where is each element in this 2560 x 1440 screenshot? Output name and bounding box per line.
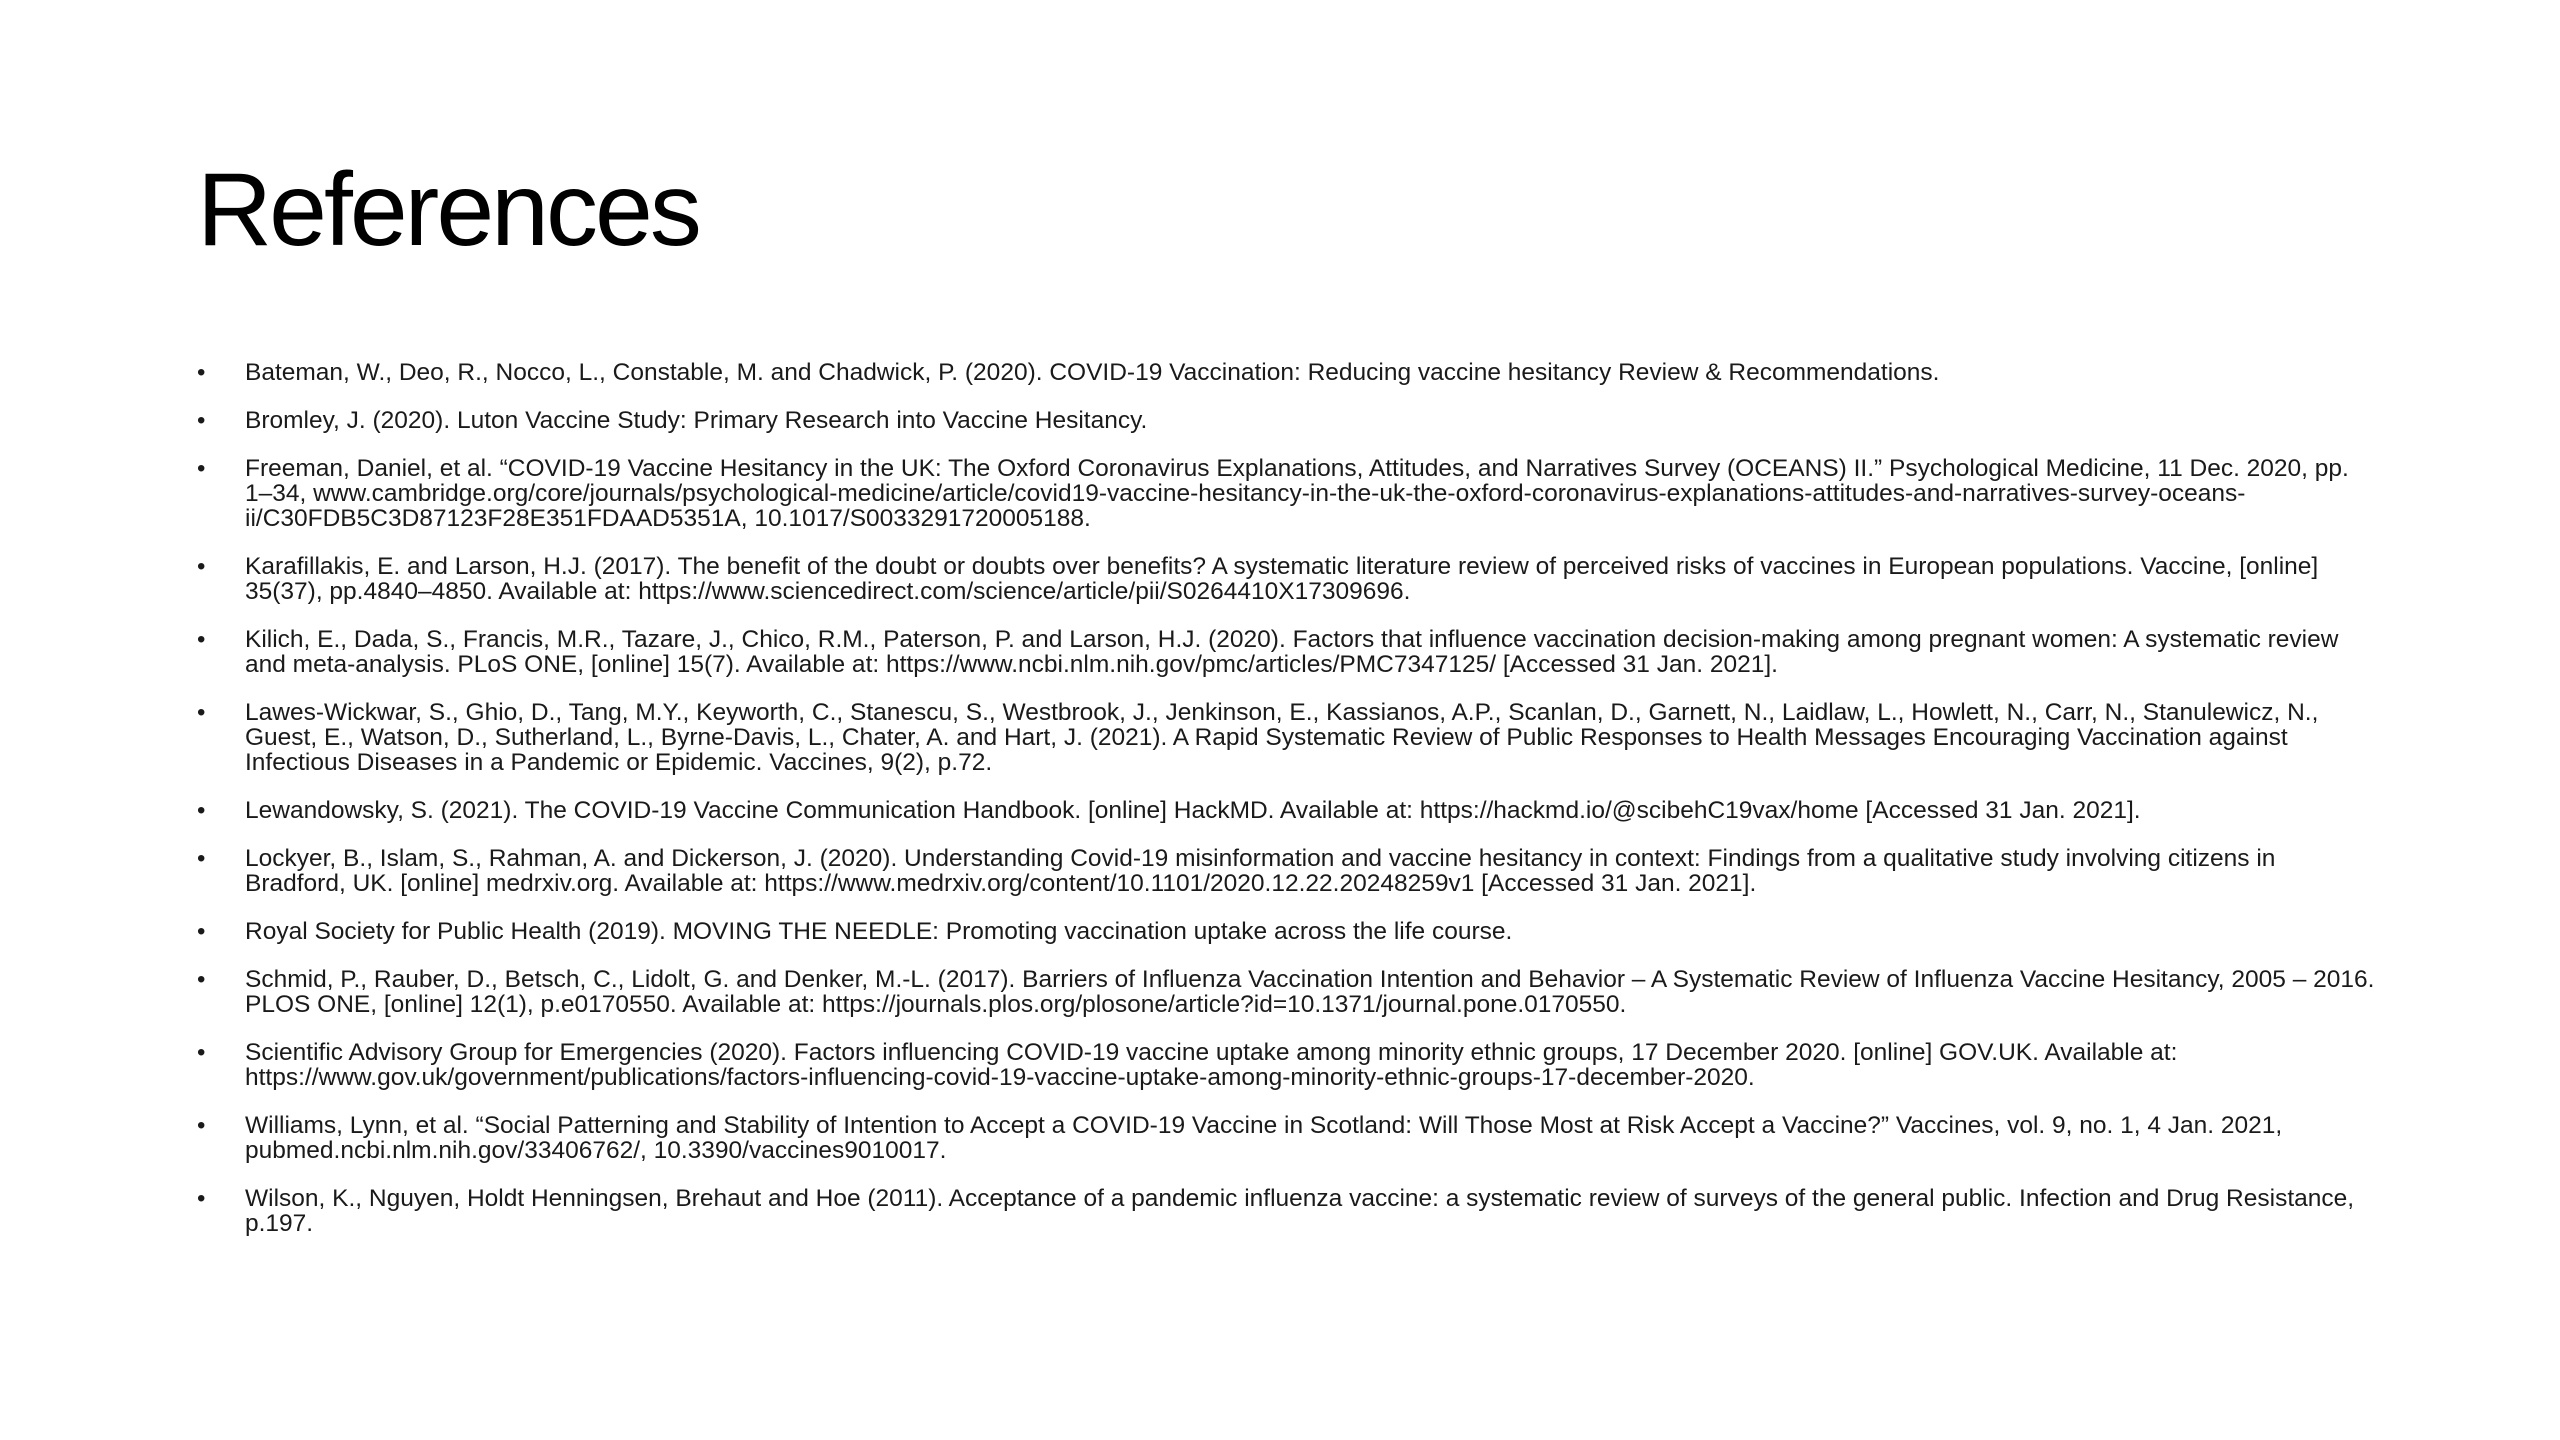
bullet-icon: •	[197, 455, 206, 482]
bullet-icon: •	[197, 1112, 206, 1139]
reference-item	[197, 554, 2377, 604]
bullet-icon: •	[197, 845, 206, 872]
bullet-icon: •	[197, 918, 206, 945]
reference-text: Williams, Lynn, et al. “Social Patterning and Stability of Intention to Accept a COVID-19 Vaccine in Scotland: Will Those Most at Risk Accept a Vaccine?” Vaccines, vol. 9, no. 1, 4 Jan. 2021, pubmed.ncbi.nlm.nih.gov/33406762/, 10.3390/vaccines9010017.	[245, 1112, 2283, 1164]
reference-text: Freeman, Daniel, et al. “COVID-19 Vaccine Hesitancy in the UK: The Oxford Coronavirus Explanations, Attitudes, and Narratives Survey (OCEANS) II.” Psychological Medicine, 11 Dec. 2020, pp. 1–34, www.cambridge.org/core/journals/psychological-medicine/article/covid19-vaccine-hesitancy-in-the-uk-the-oxford-coronavirus-explanations-attitudes-and-narratives-survey-oceans-ii/C30FDB5C3D87123F28E351FDAAD5351A, 10.1017/S0033291720005188.	[245, 455, 2349, 532]
reference-item	[197, 1186, 2377, 1236]
bullet-icon: •	[197, 966, 206, 993]
reference-item	[197, 967, 2377, 1017]
reference-item	[197, 456, 2377, 531]
slide-title: References	[197, 152, 699, 268]
bullet-icon: •	[197, 1039, 206, 1066]
reference-text: Schmid, P., Rauber, D., Betsch, C., Lidolt, G. and Denker, M.-L. (2017). Barriers of Influenza Vaccination Intention and Behavior – A Systematic Review of Influenza Vaccine Hesitancy, 2005 – 2016. PLOS ONE, [online] 12(1), p.e0170550. Available at: https://journals.plos.org/plosone/article?id=10.1371/journal.pone.0170550.	[245, 966, 2375, 1018]
reference-item	[197, 846, 2377, 896]
bullet-icon: •	[197, 699, 206, 726]
reference-item	[197, 919, 2377, 944]
reference-text: Lewandowsky, S. (2021). The COVID-19 Vaccine Communication Handbook. [online] HackMD. Available at: https://hackmd.io/@scibehC19vax/home [Accessed 31 Jan. 2021].	[245, 797, 2141, 824]
reference-text: Lockyer, B., Islam, S., Rahman, A. and Dickerson, J. (2020). Understanding Covid-19 misinformation and vaccine hesitancy in context: Findings from a qualitative study involving citizens in Bradford, UK. [online] medrxiv.org. Available at: https://www.medrxiv.org/content/10.1101/2020.12.22.20248259v1 [Accessed 31 Jan. 2021].	[245, 845, 2276, 897]
reference-text: Royal Society for Public Health (2019). MOVING THE NEEDLE: Promoting vaccination uptake across the life course.	[245, 918, 1513, 945]
reference-list	[197, 360, 2377, 1259]
reference-item	[197, 1040, 2377, 1090]
reference-text: Karafillakis, E. and Larson, H.J. (2017). The benefit of the doubt or doubts over benefits? A systematic literature review of perceived risks of vaccines in European populations. Vaccine, [online] 35(37), pp.4840–4850. Available at: https://www.sciencedirect.com/science/article/pii/S0264410X17309696.	[245, 553, 2319, 605]
bullet-icon: •	[197, 359, 206, 386]
bullet-icon: •	[197, 407, 206, 434]
reference-item	[197, 798, 2377, 823]
bullet-icon: •	[197, 626, 206, 653]
reference-item	[197, 627, 2377, 677]
reference-item	[197, 408, 2377, 433]
reference-item	[197, 360, 2377, 385]
reference-text: Wilson, K., Nguyen, Holdt Henningsen, Brehaut and Hoe (2011). Acceptance of a pandemic influenza vaccine: a systematic review of surveys of the general public. Infection and Drug Resistance, p.197.	[245, 1185, 2355, 1237]
reference-text: Lawes-Wickwar, S., Ghio, D., Tang, M.Y., Keyworth, C., Stanescu, S., Westbrook, J., Jenkinson, E., Kassianos, A.P., Scanlan, D., Garnett, N., Laidlaw, L., Howlett, N., Carr, N., Stanulewicz, N., Guest, E., Watson, D., Sutherland, L., Byrne-Davis, L., Chater, A. and Hart, J. (2021). A Rapid Systematic Review of Public Responses to Health Messages Encouraging Vaccination against Infectious Diseases in a Pandemic or Epidemic. Vaccines, 9(2), p.72.	[245, 699, 2319, 776]
reference-text: Scientific Advisory Group for Emergencies (2020). Factors influencing COVID-19 vaccine uptake among minority ethnic groups, 17 December 2020. [online] GOV.UK. Available at: https://www.gov.uk/government/publications/factors-influencing-covid-19-vaccine-uptake-among-minority-ethnic-groups-17-december-2020.	[245, 1039, 2178, 1091]
reference-text: Bateman, W., Deo, R., Nocco, L., Constable, M. and Chadwick, P. (2020). COVID-19 Vaccination: Reducing vaccine hesitancy Review & Recommendations.	[245, 359, 1940, 386]
bullet-icon: •	[197, 797, 206, 824]
reference-item	[197, 1113, 2377, 1163]
reference-text: Bromley, J. (2020). Luton Vaccine Study: Primary Research into Vaccine Hesitancy.	[245, 407, 1148, 434]
reference-text: Kilich, E., Dada, S., Francis, M.R., Tazare, J., Chico, R.M., Paterson, P. and Larson, H.J. (2020). Factors that influence vaccination decision-making among pregnant women: A systematic review and meta-analysis. PLoS ONE, [online] 15(7). Available at: https://www.ncbi.nlm.nih.gov/pmc/articles/PMC7347125/ [Accessed 31 Jan. 2021].	[245, 626, 2339, 678]
bullet-icon: •	[197, 553, 206, 580]
bullet-icon: •	[197, 1185, 206, 1212]
reference-item	[197, 700, 2377, 775]
